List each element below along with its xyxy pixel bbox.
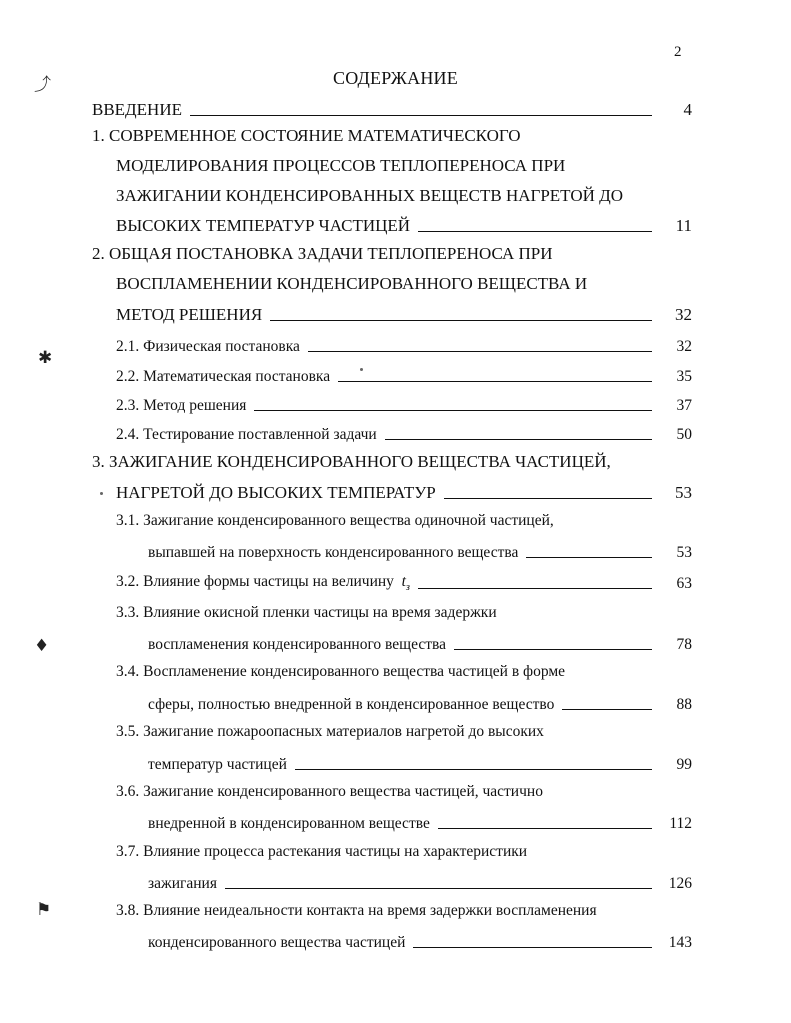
toc-entry-text: НАГРЕТОЙ ДО ВЫСОКИХ ТЕМПЕРАТУР: [116, 483, 436, 502]
toc-page-number: 78: [676, 636, 692, 653]
toc-title: СОДЕРЖАНИЕ: [333, 68, 458, 88]
toc-entry-text: [116, 573, 410, 593]
toc-page-number: 50: [676, 426, 692, 443]
toc-entry-3-7-line: 3.7. Влияние процесса растекания частицы на характеристики: [116, 843, 528, 860]
toc-leader: [270, 320, 652, 321]
toc-leader: [526, 557, 652, 558]
toc-page-number: 126: [668, 875, 692, 892]
toc-entry-text: ВВЕДЕНИЕ: [92, 100, 182, 119]
toc-entry-text: воспламенения конденсированного вещества: [148, 636, 447, 653]
toc-entry-text: 2.3. Метод решения: [116, 397, 247, 414]
scan-mark-icon: ⤴: [34, 75, 51, 95]
toc-entry-text: 2.4. Тестирование поставленной задачи: [116, 426, 377, 443]
toc-leader: [190, 115, 652, 116]
toc-leader: [454, 649, 652, 650]
toc-entry-text: зажигания: [148, 875, 217, 892]
toc-page-number: 35: [676, 368, 692, 385]
toc-page-number: 88: [676, 696, 692, 713]
formula-symbol: t: [401, 572, 406, 590]
toc-page-number: 53: [675, 483, 692, 502]
scan-mark-icon: ♦: [34, 636, 50, 656]
toc-page-number: 53: [676, 544, 692, 561]
toc-entry-3-6[interactable]: [148, 809, 692, 833]
toc-page-number: 63: [676, 575, 692, 592]
toc-entry-text: выпавшей на поверхность конденсированного вещества: [148, 544, 519, 561]
toc-page-number: 4: [683, 100, 692, 119]
toc-entry-text: 2.2. Математическая постановка: [116, 368, 331, 385]
toc-page-number: 99: [676, 756, 692, 773]
toc-entry-ch3[interactable]: [116, 479, 692, 503]
toc-entry-2-2[interactable]: [116, 362, 692, 386]
toc-entry-2-3[interactable]: [116, 391, 692, 415]
toc-entry-3-6-line: 3.6. Зажигание конденсированного вещества частицей, частично: [116, 783, 543, 800]
toc-page-number: 11: [675, 216, 692, 235]
scan-mark-icon: ✱: [38, 348, 53, 368]
toc-entry-ch2-line: 2. ОБЩАЯ ПОСТАНОВКА ЗАДАЧИ ТЕПЛОПЕРЕНОСА ПРИ: [92, 244, 553, 263]
toc-entry-text: ВЫСОКИХ ТЕМПЕРАТУР ЧАСТИЦЕЙ: [116, 216, 411, 235]
toc-page-number: 112: [669, 815, 692, 832]
toc-page-number: 32: [675, 305, 692, 324]
toc-page-number: 37: [676, 397, 692, 414]
toc-leader: [254, 410, 652, 411]
toc-entry-3-8-line: 3.8. Влияние неидеальности контакта на время задержки воспламенения: [116, 902, 597, 919]
toc-leader: [413, 947, 652, 948]
toc-entry-3-1[interactable]: [148, 538, 692, 562]
scan-mark-icon: ⚑: [36, 900, 52, 920]
toc-entry-3-5[interactable]: [148, 750, 692, 774]
toc-entry-ch1[interactable]: [116, 212, 692, 236]
toc-entry-text: сферы, полностью внедренной в конденсированное вещество: [148, 696, 555, 713]
toc-leader: [444, 498, 652, 499]
toc-page-number: 32: [676, 338, 692, 355]
toc-entry-2-4[interactable]: [116, 420, 692, 444]
toc-entry-3-7[interactable]: [148, 869, 692, 893]
toc-entry-ch2-line: ВОСПЛАМЕНЕНИИ КОНДЕНСИРОВАННОГО ВЕЩЕСТВА И: [116, 274, 588, 293]
toc-entry-3-3[interactable]: [148, 630, 692, 654]
toc-entry-3-8[interactable]: [148, 928, 692, 952]
toc-entry-ch2[interactable]: [116, 301, 692, 325]
toc-entry-intro[interactable]: [92, 96, 692, 120]
page-number: 2: [674, 44, 682, 60]
toc-leader: [225, 888, 652, 889]
scan-speck: [100, 492, 103, 495]
toc-entry-3-4[interactable]: [148, 690, 692, 714]
toc-entry-text: 2.1. Физическая постановка: [116, 338, 300, 355]
toc-leader: [385, 439, 652, 440]
toc-leader: [562, 709, 652, 710]
toc-entry-ch1-line: МОДЕЛИРОВАНИЯ ПРОЦЕССОВ ТЕПЛОПЕРЕНОСА ПРИ: [116, 156, 566, 175]
toc-entry-2-1[interactable]: [116, 332, 692, 356]
toc-entry-3-1-line: 3.1. Зажигание конденсированного вещества одиночной частицей,: [116, 512, 554, 529]
toc-entry-ch3-line: 3. ЗАЖИГАНИЕ КОНДЕНСИРОВАННОГО ВЕЩЕСТВА ЧАСТИЦЕЙ,: [92, 452, 611, 471]
toc-leader: [438, 828, 652, 829]
toc-entry-ch1-line: ЗАЖИГАНИИ КОНДЕНСИРОВАННЫХ ВЕЩЕСТВ НАГРЕТОЙ ДО: [116, 186, 623, 205]
toc-entry-text: внедренной в конденсированном веществе: [148, 815, 430, 832]
toc-entry-text: температур частицей: [148, 756, 287, 773]
toc-leader: [295, 769, 652, 770]
toc-leader: [308, 351, 652, 352]
toc-leader: [418, 588, 652, 589]
toc-entry-label: 3.2. Влияние формы частицы на величину: [116, 572, 394, 590]
toc-entry-text: МЕТОД РЕШЕНИЯ: [116, 305, 263, 324]
toc-entry-3-4-line: 3.4. Воспламенение конденсированного вещества частицей в форме: [116, 663, 566, 680]
toc-entry-3-5-line: 3.5. Зажигание пожароопасных материалов нагретой до высоких: [116, 723, 544, 740]
toc-entry-3-2[interactable]: [116, 569, 692, 593]
toc-page-number: 143: [668, 934, 692, 951]
toc-entry-text: конденсированного вещества частицей: [148, 934, 406, 951]
toc-leader: [338, 381, 652, 382]
toc-leader: [418, 231, 652, 232]
formula-subscript: з: [405, 582, 410, 593]
toc-entry-ch1-line: 1. СОВРЕМЕННОЕ СОСТОЯНИЕ МАТЕМАТИЧЕСКОГО: [92, 126, 521, 145]
toc-entry-3-3-line: 3.3. Влияние окисной пленки частицы на время задержки: [116, 604, 497, 621]
